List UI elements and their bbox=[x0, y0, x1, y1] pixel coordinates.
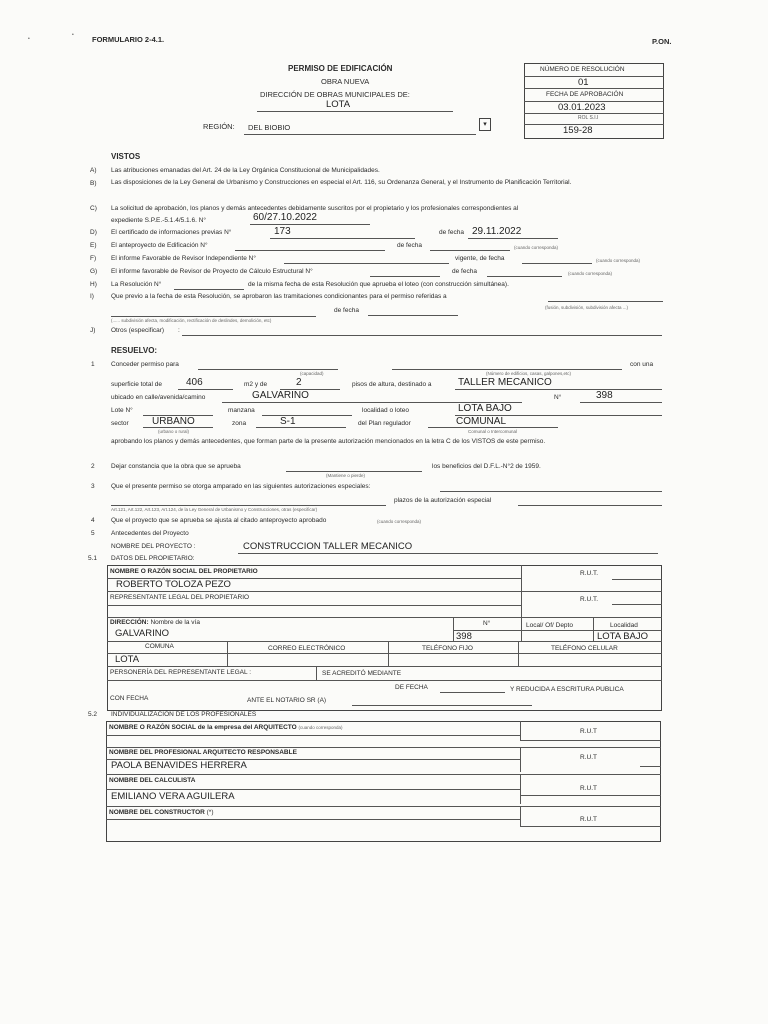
item-letter: C) bbox=[90, 205, 97, 212]
pisos-value: 2 bbox=[296, 377, 302, 388]
superficie-label: superficie total de bbox=[111, 381, 162, 388]
item-number: 5.1 bbox=[88, 555, 98, 562]
telefono-fijo-label: TELÉFONO FIJO bbox=[422, 645, 473, 652]
item-number: 5 bbox=[91, 530, 95, 537]
rol-sii-value: 159-28 bbox=[563, 125, 593, 136]
rol-sii-label: ROL S.I.I bbox=[578, 115, 599, 121]
m2-label: m2 y de bbox=[244, 381, 268, 388]
colon: : bbox=[178, 327, 180, 334]
sector-label: sector bbox=[111, 420, 129, 427]
de-fecha-label: DE FECHA bbox=[395, 684, 428, 691]
constancia-label: Dejar constancia que la obra que se aprueba bbox=[111, 463, 241, 470]
plan-regulador-value: COMUNAL bbox=[456, 416, 507, 427]
field-note: (cuando corresponda) bbox=[596, 258, 641, 263]
rep-legal-label: REPRESENTANTE LEGAL DEL PROPIETARIO bbox=[110, 594, 250, 601]
field-note: (cuando corresponda) bbox=[514, 245, 559, 250]
field-note: (cuando corresponda) bbox=[568, 271, 613, 276]
document-title: PERMISO DE EDIFICACIÓN bbox=[288, 64, 393, 73]
item-letter: I) bbox=[90, 293, 94, 300]
field-note: (fusión, subdivisión, subdivisión afecta ...) bbox=[545, 305, 629, 310]
vistos-a-text: Las atribuciones emanadas del Art. 24 de la Ley Orgánica Constitucional de Municipalidades. bbox=[111, 167, 380, 174]
numero-value: 398 bbox=[596, 390, 613, 401]
zona-value: S-1 bbox=[280, 416, 296, 427]
item-number: 4 bbox=[91, 517, 95, 524]
pisos-label: pisos de altura, destinado a bbox=[352, 381, 432, 388]
field-note: Comunal o Intercomunal bbox=[468, 429, 518, 434]
dir-numero-label: N° bbox=[483, 620, 491, 627]
item-number: 5.2 bbox=[88, 711, 98, 718]
comuna-value: LOTA bbox=[115, 654, 140, 665]
approval-date-label: FECHA DE APROBACIÓN bbox=[546, 91, 624, 98]
scan-mark: • bbox=[28, 36, 30, 42]
arquitecto-responsable-label: NOMBRE DEL PROFESIONAL ARQUITECTO RESPONSABLE bbox=[109, 749, 297, 756]
arquitecto-empresa-rut-label: R.U.T bbox=[580, 728, 597, 735]
vistos-e-text: El anteproyecto de Edificación N° bbox=[111, 242, 208, 249]
vistos-b-text: Las disposiciones de la Ley General de Urbanismo y Construcciones en especial el Art. 116, su Ordenanza General, y el Instrumento de Planificación Territorial. bbox=[111, 179, 572, 186]
notario-label: ANTE EL NOTARIO SR (A) bbox=[247, 697, 327, 704]
beneficios-label: los beneficios del D.F.L.-N°2 de 1959. bbox=[432, 463, 541, 470]
item-letter: J) bbox=[90, 327, 96, 334]
local-depto-label: Local/ Of/ Depto bbox=[526, 622, 573, 629]
calculista-label: NOMBRE DEL CALCULISTA bbox=[109, 777, 196, 784]
resolution-number-value: 01 bbox=[578, 77, 589, 88]
vistos-f-text: El informe Favorable de Revisor Independiente N° bbox=[111, 255, 256, 262]
conceder-label: Conceder permiso para bbox=[111, 361, 179, 368]
municipality-value: LOTA bbox=[326, 99, 351, 110]
item-letter: G) bbox=[90, 268, 98, 275]
arquitecto-rut-label: R.U.T bbox=[580, 754, 597, 761]
vistos-j-text: Otros (especificar) bbox=[111, 327, 165, 334]
constructor-label: NOMBRE DEL CONSTRUCTOR (*) bbox=[109, 809, 214, 816]
item-number: 2 bbox=[91, 463, 95, 470]
pon-code: P.ON. bbox=[652, 37, 672, 46]
numero-label: N° bbox=[554, 394, 562, 401]
dir-localidad-value: LOTA BAJO bbox=[597, 631, 649, 642]
vistos-d-text: El certificado de informaciones previas N° bbox=[111, 229, 232, 236]
form-code: FORMULARIO 2-4.1. bbox=[92, 35, 165, 44]
fecha-label: de fecha bbox=[397, 242, 422, 249]
arquitecto-empresa-label: NOMBRE O RAZÓN SOCIAL de la empresa del ARQUITECTO (cuando corresponda) bbox=[109, 724, 343, 731]
vistos-i-text: Que previo a la fecha de esta Resolución, se aprobaron las tramitaciones condicionantes para el permiso referidas a bbox=[111, 293, 447, 300]
field-note: (Número de edificios, casas, galpones,etc) bbox=[486, 371, 572, 376]
calculista-value: EMILIANO VERA AGUILERA bbox=[111, 791, 235, 802]
vistos-c-expediente-label: expediente S.P.E.-5.1.4/5.1.6. N° bbox=[111, 217, 206, 224]
vigente-label: vigente, de fecha bbox=[455, 255, 505, 262]
destino-value: TALLER MECANICO bbox=[458, 377, 552, 388]
escritura-label: Y REDUCIDA A ESCRITURA PUBLICA bbox=[510, 686, 624, 693]
calculista-rut-label: R.U.T bbox=[580, 785, 597, 792]
resuelvo-heading: RESUELVO: bbox=[111, 346, 158, 355]
antecedentes-label: Antecedentes del Proyecto bbox=[111, 530, 189, 537]
zona-label: zona bbox=[232, 420, 247, 427]
item-letter: E) bbox=[90, 242, 97, 249]
direction-label: DIRECCIÓN DE OBRAS MUNICIPALES DE: bbox=[260, 90, 410, 99]
calle-value: GALVARINO bbox=[252, 390, 309, 401]
datos-propietario-label: DATOS DEL PROPIETARIO: bbox=[111, 555, 195, 562]
item-letter: D) bbox=[90, 229, 97, 236]
item-letter: A) bbox=[90, 167, 97, 174]
item-number: 1 bbox=[91, 361, 95, 368]
document-subtitle: OBRA NUEVA bbox=[321, 77, 370, 86]
lote-label: Lote N° bbox=[111, 407, 133, 414]
sector-value: URBANO bbox=[152, 416, 195, 427]
owner-rut-label: R.U.T. bbox=[580, 570, 599, 577]
vistos-c-text: La solicitud de aprobación, los planos y demás antecedentes debidamente suscritos por el propietario y los profesionales correspondientes al bbox=[111, 205, 519, 212]
fecha-label: de fecha bbox=[439, 229, 464, 236]
localidad-value: LOTA BAJO bbox=[458, 403, 512, 414]
dir-numero-value: 398 bbox=[456, 631, 472, 642]
region-dropdown-chevron-down-icon[interactable]: ▾ bbox=[479, 118, 491, 131]
proyecto-value: CONSTRUCCION TALLER MECANICO bbox=[243, 541, 413, 552]
localidad-label: localidad o loteo bbox=[362, 407, 409, 414]
owner-name-label: NOMBRE O RAZÓN SOCIAL DEL PROPIETARIO bbox=[110, 568, 258, 575]
expediente-value: 60/27.10.2022 bbox=[253, 212, 317, 223]
anteproyecto-label: Que el proyecto que se aprueba se ajusta al citado anteproyecto aprobado bbox=[111, 517, 327, 524]
item-letter: B) bbox=[90, 180, 97, 187]
aprobando-text: aprobando los planos y demás antecedentes, que forman parte de la presente autorización mencionados en la letra C de los VISTOS de este permiso. bbox=[111, 438, 546, 445]
correo-label: CORREO ELECTRÓNICO bbox=[268, 645, 346, 652]
region-label: REGIÓN: bbox=[203, 122, 235, 131]
resolution-number-label: NÚMERO DE RESOLUCIÓN bbox=[540, 66, 625, 73]
constructor-rut-label: R.U.T bbox=[580, 816, 597, 823]
direccion-label: DIRECCIÓN: Nombre de la vía bbox=[110, 619, 200, 626]
field-note: Art.121, Art.122, Art.123, Art.124, de la Ley General de Urbanismo y Construcciones, otras (especificar) bbox=[111, 507, 318, 512]
personeria-label: PERSONERÍA DEL REPRESENTANTE LEGAL : bbox=[110, 669, 251, 676]
con-fecha-label: CON FECHA bbox=[110, 695, 149, 702]
cip-number-value: 173 bbox=[274, 226, 291, 237]
rep-rut-label: R.U.T. bbox=[580, 596, 599, 603]
cip-date-value: 29.11.2022 bbox=[472, 226, 522, 237]
field-note: (...... subdivisión afecta, modificación, rectificación de deslindes, demolición, etc) bbox=[111, 318, 272, 323]
field-note: (cuando corresponda) bbox=[377, 519, 422, 524]
telefono-celular-label: TELÉFONO CELULAR bbox=[551, 645, 618, 652]
acredito-label: SE ACREDITÓ MEDIANTE bbox=[322, 670, 402, 677]
region-value: DEL BIOBIO bbox=[248, 123, 291, 132]
superficie-value: 406 bbox=[186, 377, 203, 388]
field-note: (urbano o rural) bbox=[158, 429, 190, 434]
comuna-label: COMUNA bbox=[145, 643, 174, 650]
calle-label: ubicado en calle/avenida/camino bbox=[111, 394, 206, 401]
vistos-h-text2: de la misma fecha de esta Resolución que aprueba el loteo (con construcción simultánea). bbox=[248, 281, 509, 288]
plan-regulador-label: del Plan regulador bbox=[358, 420, 411, 427]
proyecto-label: NOMBRE DEL PROYECTO : bbox=[111, 543, 196, 550]
approval-date-value: 03.01.2023 bbox=[558, 102, 606, 113]
manzana-label: manzana bbox=[228, 407, 255, 414]
plazos-label: plazos de la autorización especial bbox=[394, 497, 492, 504]
fecha-label: de fecha bbox=[334, 307, 359, 314]
field-note: (capacidad) bbox=[300, 371, 324, 376]
owner-name-value: ROBERTO TOLOZA PEZO bbox=[116, 579, 231, 590]
dir-calle-value: GALVARINO bbox=[115, 628, 170, 639]
field-note: (Mantiene o pierde) bbox=[326, 473, 366, 478]
vistos-h-text: La Resolución N° bbox=[111, 281, 162, 288]
profesionales-heading: INDIVIDUALIZACIÓN DE LOS PROFESIONALES bbox=[111, 711, 257, 718]
dir-localidad-label: Localidad bbox=[610, 622, 638, 629]
arquitecto-responsable-value: PAOLA BENAVIDES HERRERA bbox=[111, 760, 247, 771]
vistos-heading: VISTOS bbox=[111, 152, 141, 161]
vistos-g-text: El informe favorable de Revisor de Proyecto de Cálculo Estructural N° bbox=[111, 268, 313, 275]
item-letter: H) bbox=[90, 281, 97, 288]
scan-mark: • bbox=[72, 32, 74, 38]
autorizaciones-label: Que el presente permiso se otorga amparado en las siguientes autorizaciones especiales: bbox=[111, 483, 371, 490]
item-letter: F) bbox=[90, 255, 97, 262]
con-una-label: con una bbox=[630, 361, 654, 368]
item-number: 3 bbox=[91, 483, 95, 490]
fecha-label: de fecha bbox=[452, 268, 477, 275]
